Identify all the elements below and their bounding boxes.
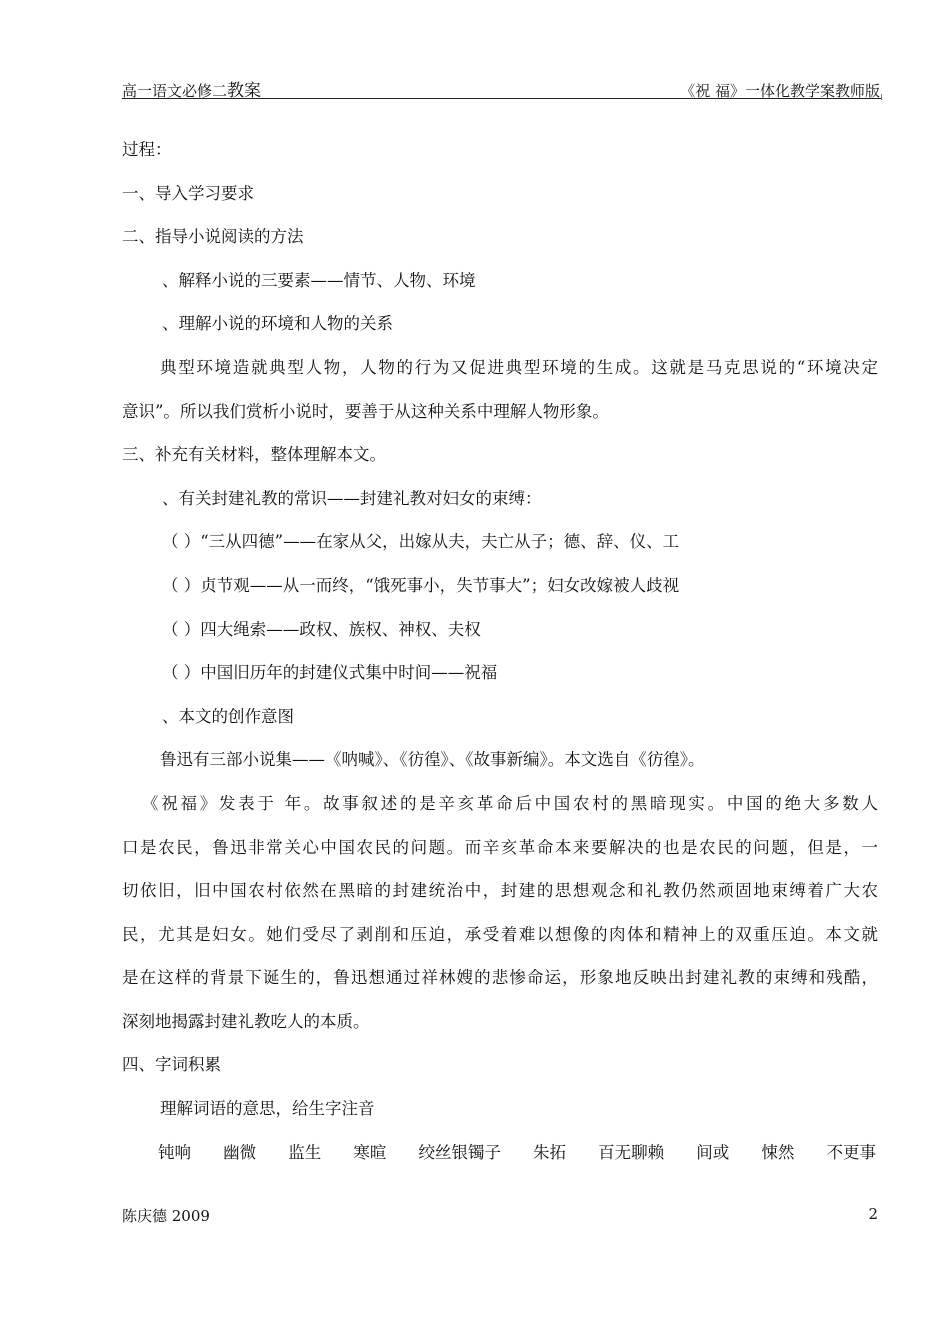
- list-item: （ ）贞节观——从一而终，“饿死事小，失节事大”；妇女改嫁被人歧视: [162, 575, 680, 595]
- list-item: 、有关封建礼教的常识——封建礼教对妇女的束缚：: [162, 488, 542, 508]
- list-item: 、理解小说的环境和人物的关系: [162, 314, 393, 334]
- header-divider: [122, 98, 882, 99]
- section-heading-3: 三、补充有关材料，整体理解本文。: [122, 445, 386, 465]
- header-lesson-title: 《祝 福》一体化教学案教师版: [680, 82, 880, 100]
- section-heading-2: 二、指导小说阅读的方法: [122, 227, 304, 247]
- vocab-word: 监生: [288, 1142, 322, 1162]
- paragraph-line: 鲁迅有三部小说集——《呐喊》、《彷徨》、《故事新编》。本文选自《彷徨》。: [160, 750, 705, 770]
- vocab-word: 悚然: [761, 1142, 795, 1162]
- vocab-word: 间或: [696, 1142, 730, 1162]
- paragraph-line: 意识”。所以我们赏析小说时，要善于从这种关系中理解人物形象。: [122, 401, 609, 421]
- section-heading-4: 四、字词积累: [122, 1055, 221, 1075]
- paragraph-line: 深刻地揭露封建礼教吃人的本质。: [122, 1011, 370, 1031]
- vocabulary-list: [122, 1131, 878, 1175]
- vocab-word: 绞丝银镯子: [418, 1142, 501, 1162]
- vocab-word: 钝响: [158, 1142, 191, 1162]
- list-item: 、本文的创作意图: [162, 706, 294, 726]
- paragraph-line: 口是农民，鲁迅非常关心中国农民的问题。而辛亥革命本来要解决的也是农民的问题，但是，一: [122, 837, 878, 857]
- paragraph-line: 《祝福》发表于 年。故事叙述的是辛亥革命后中国农村的黑暗现实。中国的绝大多数人: [142, 793, 878, 813]
- paragraph-line: 切依旧，旧中国农村依然在黑暗的封建统治中，封建的思想观念和礼教仍然顽固地束缚着广大农: [122, 881, 878, 901]
- vocab-word: 朱拓: [533, 1142, 567, 1162]
- page-header: [122, 76, 882, 100]
- vocab-word: 不更事: [826, 1142, 876, 1162]
- vocab-word: 百无聊赖: [598, 1142, 665, 1162]
- section-label-process: 过程：: [122, 140, 172, 159]
- list-item: （ ）四大绳索——政权、族权、神权、夫权: [162, 619, 481, 639]
- paragraph-line: 典型环境造就典型人物，人物的行为又促进典型环境的生成。这就是马克思说的“环境决定: [160, 357, 878, 377]
- page-number: 2: [868, 1205, 878, 1223]
- page-body: [122, 128, 878, 1174]
- header-divider-mark: [881, 94, 882, 100]
- list-item: 、解释小说的三要素——情节、人物、环境: [162, 270, 476, 290]
- paragraph-line: 民，尤其是妇女。她们受尽了剥削和压迫，承受着难以想像的肉体和精神上的双重压迫。本文就: [122, 924, 878, 944]
- vocab-word: 寒暄: [353, 1142, 387, 1162]
- header-course-type: 教案: [227, 81, 262, 101]
- vocab-word: 幽微: [223, 1142, 257, 1162]
- header-course-name: 高一语文必修二: [122, 82, 228, 100]
- footer-author: 陈庆德 2009: [122, 1207, 210, 1225]
- paragraph-line: 是在这样的背景下诞生的，鲁迅想通过祥林嫂的悲惨命运，形象地反映出封建礼教的束缚和残酷，: [122, 968, 878, 988]
- list-item: （ ）“三从四德”——在家从父，出嫁从夫，夫亡从子；德、辞、仪、工: [162, 532, 680, 552]
- list-item: （ ）中国旧历年的封建仪式集中时间——祝福: [162, 663, 498, 683]
- section-heading-1: 一、导入学习要求: [122, 183, 254, 203]
- instruction-line: 理解词语的意思，给生字注音: [160, 1099, 375, 1119]
